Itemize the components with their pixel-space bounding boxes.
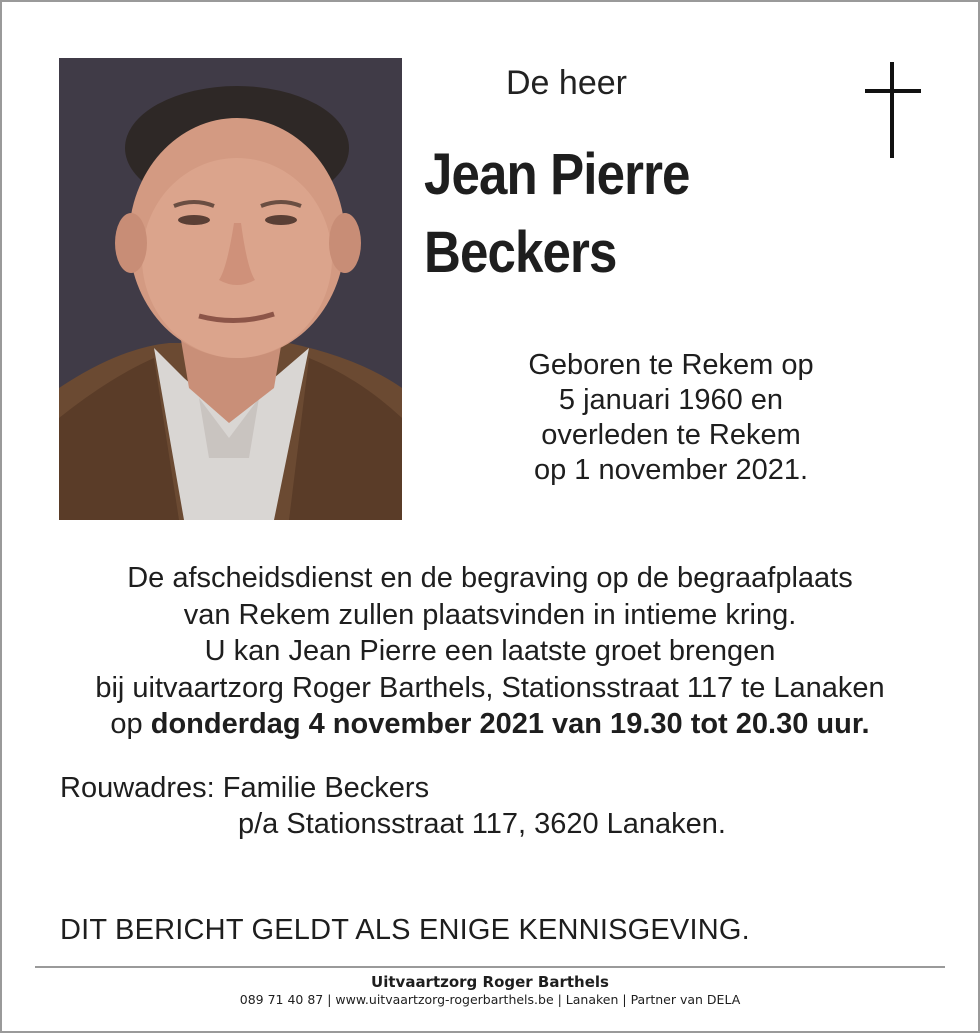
service-line-3: U kan Jean Pierre een laatste groet brengen <box>204 635 776 667</box>
name-line-2: Beckers <box>424 220 617 285</box>
born-line-4: op 1 november 2021. <box>533 454 809 486</box>
service-line-5-prefix: op <box>110 708 151 740</box>
footer-info: 089 71 40 87 | www.uitvaartzorg-rogerbarthels.be | Lanaken | Partner van DELA <box>239 992 741 1007</box>
born-line-3: overleden te Rekem <box>541 419 801 451</box>
name-line-1: Jean Pierre <box>424 142 690 207</box>
born-line-1: Geboren te Rekem op <box>528 349 814 381</box>
service-details <box>0 560 980 743</box>
born-line-2: 5 januari 1960 en <box>558 384 784 416</box>
footer-title: Uitvaartzorg Roger Barthels <box>371 973 609 991</box>
portrait-photo <box>59 58 402 520</box>
footer-divider <box>35 966 945 968</box>
service-line-1: De afscheidsdienst en de begraving op de begraafplaats <box>127 562 853 594</box>
notice-text: DIT BERICHT GELDT ALS ENIGE KENNISGEVING. <box>60 914 750 946</box>
salutation: De heer <box>506 64 627 102</box>
service-datetime: donderdag 4 november 2021 van 19.30 tot 20.30 uur. <box>150 708 870 740</box>
rouwadres-line-2: p/a Stationsstraat 117, 3620 Lanaken. <box>238 808 726 840</box>
service-line-5 <box>0 706 980 743</box>
service-line-4: bij uitvaartzorg Roger Barthels, Stationsstraat 117 te Lanaken <box>95 671 885 704</box>
birth-death-details <box>476 348 866 488</box>
service-line-2: van Rekem zullen plaatsvinden in intieme kring. <box>183 598 797 631</box>
cross-icon <box>865 62 921 158</box>
rouwadres-line-1: Rouwadres: Familie Beckers <box>60 772 430 804</box>
deceased-name <box>424 136 690 292</box>
